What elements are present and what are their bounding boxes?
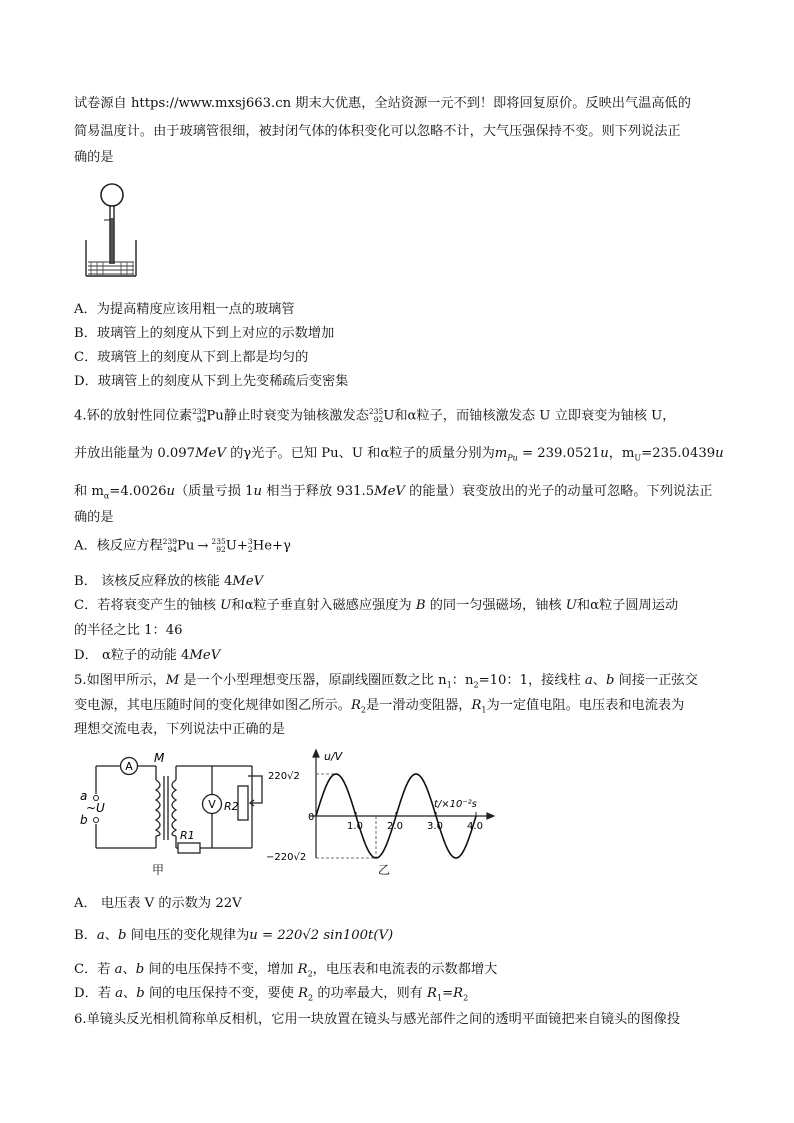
q4-option-c-line1: C．若将衰变产生的铀核 U和α粒子垂直射入磁感应强度为 B 的同一匀强磁场，铀核 U和α粒子圆周运动 bbox=[74, 598, 679, 613]
terminal-a-label: a bbox=[80, 789, 88, 803]
q6-line-1: 6.单镜头反光相机简称单反相机，它用一块放置在镜头与感光部件之间的透明平面镜把来自镜头的图像投 bbox=[74, 1012, 681, 1027]
pu-symbol: Pu bbox=[206, 408, 224, 424]
caption-jia: 甲 bbox=[152, 863, 165, 877]
caption-yi: 乙 bbox=[378, 863, 391, 877]
voltmeter-label: V bbox=[208, 798, 216, 811]
graph-ymin-label: −220√2 bbox=[266, 852, 307, 863]
q4-text: 4.钚的放射性同位素 bbox=[74, 408, 193, 424]
q3-option-a: A．为提高精度应该用粗一点的玻璃管 bbox=[74, 302, 295, 317]
q4-line-1: 4.钚的放射性同位素239 94Pu静止时衰变为铀核激发态235 92U和α粒子，而铀核激发态 U 立即衰变为铀核 U， bbox=[74, 407, 676, 424]
q5-option-c: C．若 a、b 间的电压保持不变，增加 $R_2$，电压表和电流表的示数都增大 bbox=[74, 962, 498, 979]
q5-option-b-equation: u = 220√2 sin100t(V) bbox=[249, 928, 394, 943]
q3-option-b: B．玻璃管上的刻度从下到上对应的示数增加 bbox=[74, 326, 335, 341]
q4-line-2: 并放出能量为 0.097MeV 的γ光子。已知 Pu、U 和α粒子的质量分别为$m_{Pu} = 239.0521u$，$m_U=235.0439u$ bbox=[74, 446, 724, 463]
ammeter-label: A bbox=[125, 760, 133, 773]
q3-option-d: D．玻璃管上的刻度从下到上先变稀疏后变密集 bbox=[74, 374, 349, 389]
q3-line-3: 确的是 bbox=[74, 150, 114, 165]
q4-option-c-line2: 的半径之比 1：46 bbox=[74, 623, 183, 638]
q4-line-3: 和 $m_\alpha=4.0026u$（质量亏损 1u 相当于释放 931.5MeV 的能量）衰变放出的光子的动量可忽略。下列说法正 bbox=[74, 484, 713, 501]
x-tick-label: 3.0 bbox=[427, 821, 443, 832]
q4-line-4: 确的是 bbox=[74, 510, 114, 525]
r1-label: R1 bbox=[180, 829, 195, 842]
u-isotope-numbers: 235 92 bbox=[368, 407, 384, 424]
q5-option-a: A． 电压表 V 的示数为 22V bbox=[74, 896, 242, 911]
transformer-label: M bbox=[154, 751, 165, 765]
circuit-diagram bbox=[74, 748, 274, 878]
r2-label: R2 bbox=[224, 800, 239, 813]
thermometer-figure bbox=[84, 178, 148, 286]
pu-isotope-numbers: 239 94 bbox=[192, 407, 207, 424]
x-tick-label: 4.0 bbox=[467, 821, 483, 832]
x-tick-label: 1.0 bbox=[347, 821, 363, 832]
q5-option-b: B．a、b 间电压的变化规律为u = 220√2 sin100t(V) bbox=[74, 928, 394, 943]
q5-line-3: 理想交流电表，下列说法中正确的是 bbox=[74, 722, 285, 737]
graph-ymax-label: 220√2 bbox=[268, 771, 300, 782]
terminal-b-icon bbox=[94, 818, 99, 823]
terminal-b-label: b bbox=[80, 813, 88, 827]
graph-xlabel: t/×10⁻²s bbox=[434, 799, 477, 810]
q5-line-2: 变电源，其电压随时间的变化规律如图乙所示。$R_2$是一滑动变阻器，$R_1$为一定值电阻。电压表和电流表为 bbox=[74, 698, 685, 715]
terminal-a-icon bbox=[94, 796, 99, 801]
q4-option-b: B． 该核反应释放的核能 4MeV bbox=[74, 574, 264, 589]
q3-line-2: 简易温度计。由于玻璃管很细，被封闭气体的体积变化可以忽略不计，大气压强保持不变。则下列说法正 bbox=[74, 124, 681, 139]
q3-header-line: 试卷源自 https://www.mxsj663.cn 期末大优惠，全站资源一元不到！即将回复原价。反映出气温高低的 bbox=[74, 96, 691, 111]
q5-line-1: 5.如图甲所示，M 是一个小型理想变压器，原副线圈匝数之比 $n_1$：$n_2=10$：1，接线柱 a、b 间接一正弦交 bbox=[74, 673, 698, 690]
graph-origin-label: 0 bbox=[308, 812, 315, 823]
q5-option-d: D．若 a、b 间的电压保持不变，要使 $R_2$ 的功率最大，则有 $R_1=R_2$ bbox=[74, 986, 469, 1003]
x-tick-label: 2.0 bbox=[387, 821, 403, 832]
voltage-time-graph bbox=[266, 746, 502, 864]
u-symbol: U bbox=[383, 408, 395, 424]
q4-option-d: D． α粒子的动能 4MeV bbox=[74, 648, 221, 663]
graph-ylabel: u/V bbox=[324, 750, 343, 763]
source-label: ~U bbox=[86, 801, 105, 815]
q4-option-a: A．核反应方程239 94Pu → 235 92U+3 2He+γ bbox=[74, 537, 291, 554]
q3-option-c: C．玻璃管上的刻度从下到上都是均匀的 bbox=[74, 350, 309, 365]
